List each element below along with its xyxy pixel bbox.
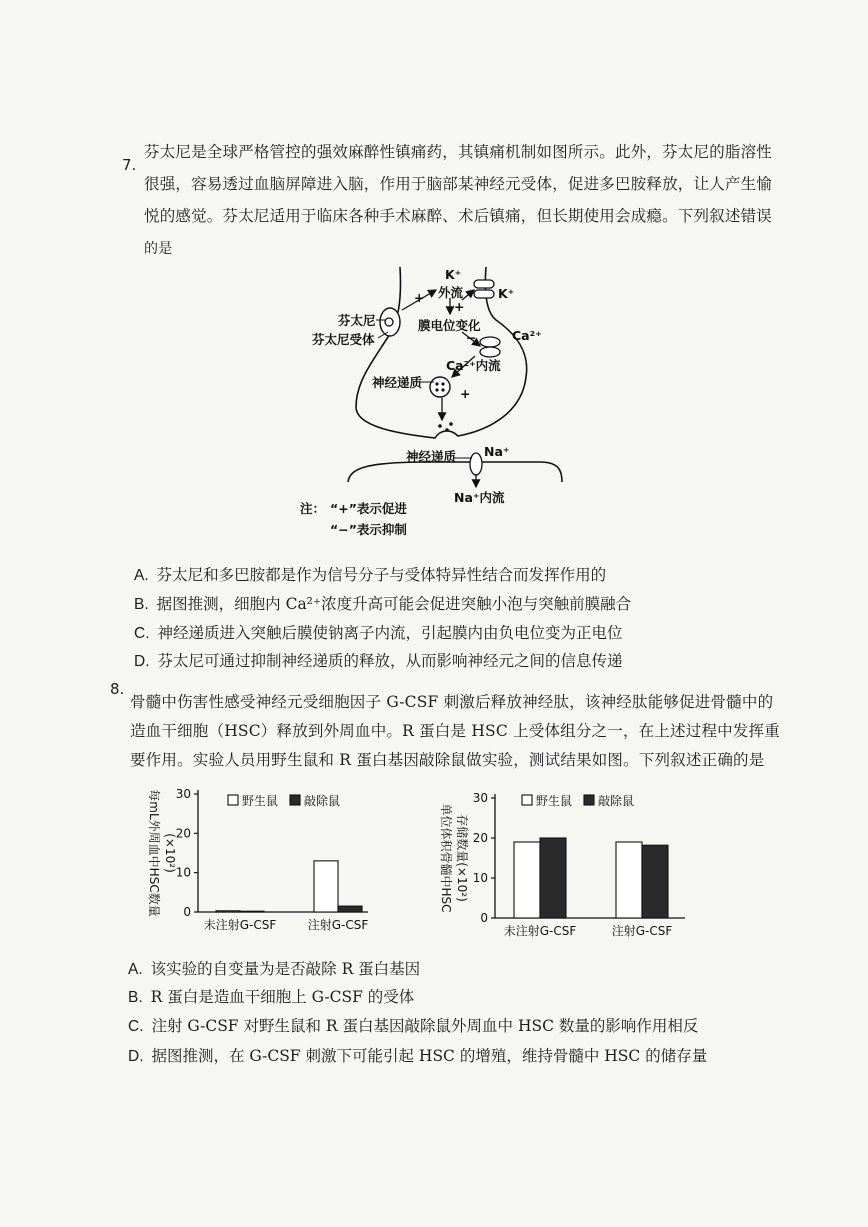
q8-line-1: 骨髓中伤害性感受神经元受细胞因子 G-CSF 刺激后释放神经肽，该神经肽能够促进骨髓中的 <box>130 693 774 711</box>
chart-peripheral-hsc <box>140 775 380 945</box>
diagram-membrane-change: 膜电位变化 <box>418 318 481 333</box>
q8-option-d-label: D. <box>128 1048 144 1065</box>
diagram-nt-top: 神经递质 <box>372 375 423 390</box>
diagram-receptor: 芬太尼受体 <box>312 332 375 347</box>
y-tick-label: 30 <box>175 787 191 801</box>
q8-option-c-text: 注射 G-CSF 对野生鼠和 R 蛋白基因敲除鼠外周血中 HSC 数量的影响作用相反 <box>151 1017 699 1035</box>
q7-option-b-text: 据图推测，细胞内 Ca²⁺浓度升高可能会促进突触小泡与突触前膜融合 <box>156 595 632 613</box>
y-tick-label: 20 <box>472 831 488 845</box>
x-tick-label: 注射G-CSF <box>307 918 369 932</box>
diagram-note-2: “−”表示抑制 <box>330 522 407 537</box>
y-tick-label: 0 <box>183 905 191 919</box>
q8-number: 8. <box>110 680 125 698</box>
diagram-note-label: 注： <box>300 501 326 516</box>
legend-swatch <box>290 795 300 805</box>
chart-marrow-hsc <box>430 785 690 950</box>
diagram-nt-bottom: 神经递质 <box>406 449 457 464</box>
q7-option-a <box>134 563 606 585</box>
y-axis-label-line1: 每mL外周血中HSC数量 <box>147 789 161 917</box>
x-tick-label: 注射G-CSF <box>611 924 673 938</box>
diagram-na: Na⁺ <box>484 444 510 459</box>
ca-channel-icon <box>480 337 500 357</box>
legend-swatch <box>228 795 238 805</box>
q8-option-b-text: R 蛋白是造血干细胞上 G-CSF 的受体 <box>150 988 415 1006</box>
q8-line-3: 要作用。实验人员用野生鼠和 R 蛋白基因敲除鼠做实验，测试结果如图。下列叙述正确的是 <box>130 751 765 769</box>
fentanyl-molecule <box>385 318 393 326</box>
diagram-efflux: 外流 <box>438 285 464 300</box>
q8-option-c <box>128 1014 698 1036</box>
bar-野生鼠-1 <box>616 842 642 918</box>
legend-label: 野生鼠 <box>536 794 573 808</box>
y-tick-label: 30 <box>472 791 488 805</box>
q8-option-d-text: 据图推测，在 G-CSF 刺激下可能引起 HSC 的增殖，维持骨髓中 HSC 的储存量 <box>151 1047 708 1065</box>
diagram-na-influx: Na⁺内流 <box>454 490 505 505</box>
q8-option-c-label: C. <box>128 1018 144 1035</box>
q7-option-b-label: B. <box>134 596 149 613</box>
q8-option-a-label: A. <box>128 961 143 978</box>
legend-swatch <box>522 795 532 805</box>
diagram-plus-3: + <box>460 386 471 401</box>
diagram-plus-1: + <box>414 290 425 305</box>
legend-label: 敲除鼠 <box>598 794 635 808</box>
q7-line-2: 很强，容易透过血脑屏障进入脑，作用于脑部某神经元受体，促进多巴胺释放，让人产生愉 <box>144 175 773 193</box>
y-tick-label: 10 <box>472 871 488 885</box>
na-channel-icon <box>470 453 482 475</box>
q7-option-a-label: A. <box>134 567 149 584</box>
legend-swatch <box>584 795 594 805</box>
y-axis-label-line2: (×10²) <box>163 833 177 873</box>
diagram-k-right: K⁺ <box>498 286 515 301</box>
q7-option-b <box>134 592 631 614</box>
q7-option-d-label: D. <box>134 653 150 670</box>
bar-敲除鼠-0 <box>240 911 264 912</box>
q8-option-a-text: 该实验的自变量为是否敲除 R 蛋白基因 <box>150 960 421 978</box>
bar-野生鼠-0 <box>216 911 240 912</box>
y-axis-label-line2: 存储数量(×10²) <box>455 814 469 902</box>
q8-line-2: 造血干细胞（HSC）释放到外周血中。R 蛋白是 HSC 上受体组分之一，在上述过程中发挥重 <box>130 722 780 740</box>
k-channel-icon <box>474 280 494 298</box>
y-axis-label-line1: 单位体积骨髓中HSC <box>439 803 453 913</box>
q8-option-b <box>128 985 414 1007</box>
q8-option-a <box>128 957 420 979</box>
bar-野生鼠-1 <box>314 861 338 912</box>
fentanyl-mechanism-diagram <box>290 262 590 552</box>
synaptic-vesicle <box>430 377 450 397</box>
diagram-ca-influx: Ca²⁺内流 <box>446 358 501 373</box>
q7-line-4: 的是 <box>144 241 173 257</box>
legend-label: 敲除鼠 <box>304 794 341 808</box>
q8-option-b-label: B. <box>128 989 143 1006</box>
diagram-minus: − <box>466 330 477 345</box>
x-tick-label: 未注射G-CSF <box>203 918 277 932</box>
q7-option-d <box>134 649 623 671</box>
y-tick-label: 0 <box>480 911 488 925</box>
bar-敲除鼠-1 <box>642 845 668 918</box>
q7-line-1: 芬太尼是全球严格管控的强效麻醉性镇痛药，其镇痛机制如图所示。此外，芬太尼的脂溶性 <box>144 143 773 161</box>
y-tick-label: 10 <box>175 865 191 880</box>
q7-option-d-text: 芬太尼可通过抑制神经递质的释放，从而影响神经元之间的信息传递 <box>157 652 623 670</box>
q7-option-c <box>134 621 623 643</box>
diagram-fentanyl: 芬太尼 <box>338 313 376 328</box>
bar-敲除鼠-0 <box>540 838 566 918</box>
diagram-note-1: “+”表示促进 <box>330 501 407 516</box>
bar-敲除鼠-1 <box>338 906 362 912</box>
y-tick-label: 20 <box>175 826 191 841</box>
diagram-plus-2: + <box>454 299 465 314</box>
q7-number: 7. <box>122 156 137 174</box>
q7-option-c-label: C. <box>134 625 150 642</box>
q7-line-3: 悦的感觉。芬太尼适用于临床各种手术麻醉、术后镇痛，但长期使用会成瘾。下列叙述错误 <box>144 207 773 225</box>
q7-option-a-text: 芬太尼和多巴胺都是作为信号分子与受体特异性结合而发挥作用的 <box>156 566 607 584</box>
legend-label: 野生鼠 <box>242 794 279 808</box>
diagram-ca: Ca²⁺ <box>512 328 542 343</box>
q8-option-d <box>128 1044 707 1066</box>
diagram-k-top: K⁺ <box>445 267 462 282</box>
bar-野生鼠-0 <box>514 842 540 918</box>
q7-option-c-text: 神经递质进入突触后膜使钠离子内流，引起膜内由负电位变为正电位 <box>157 624 623 642</box>
postsynaptic-membrane <box>348 462 562 482</box>
x-tick-label: 未注射G-CSF <box>503 924 577 938</box>
